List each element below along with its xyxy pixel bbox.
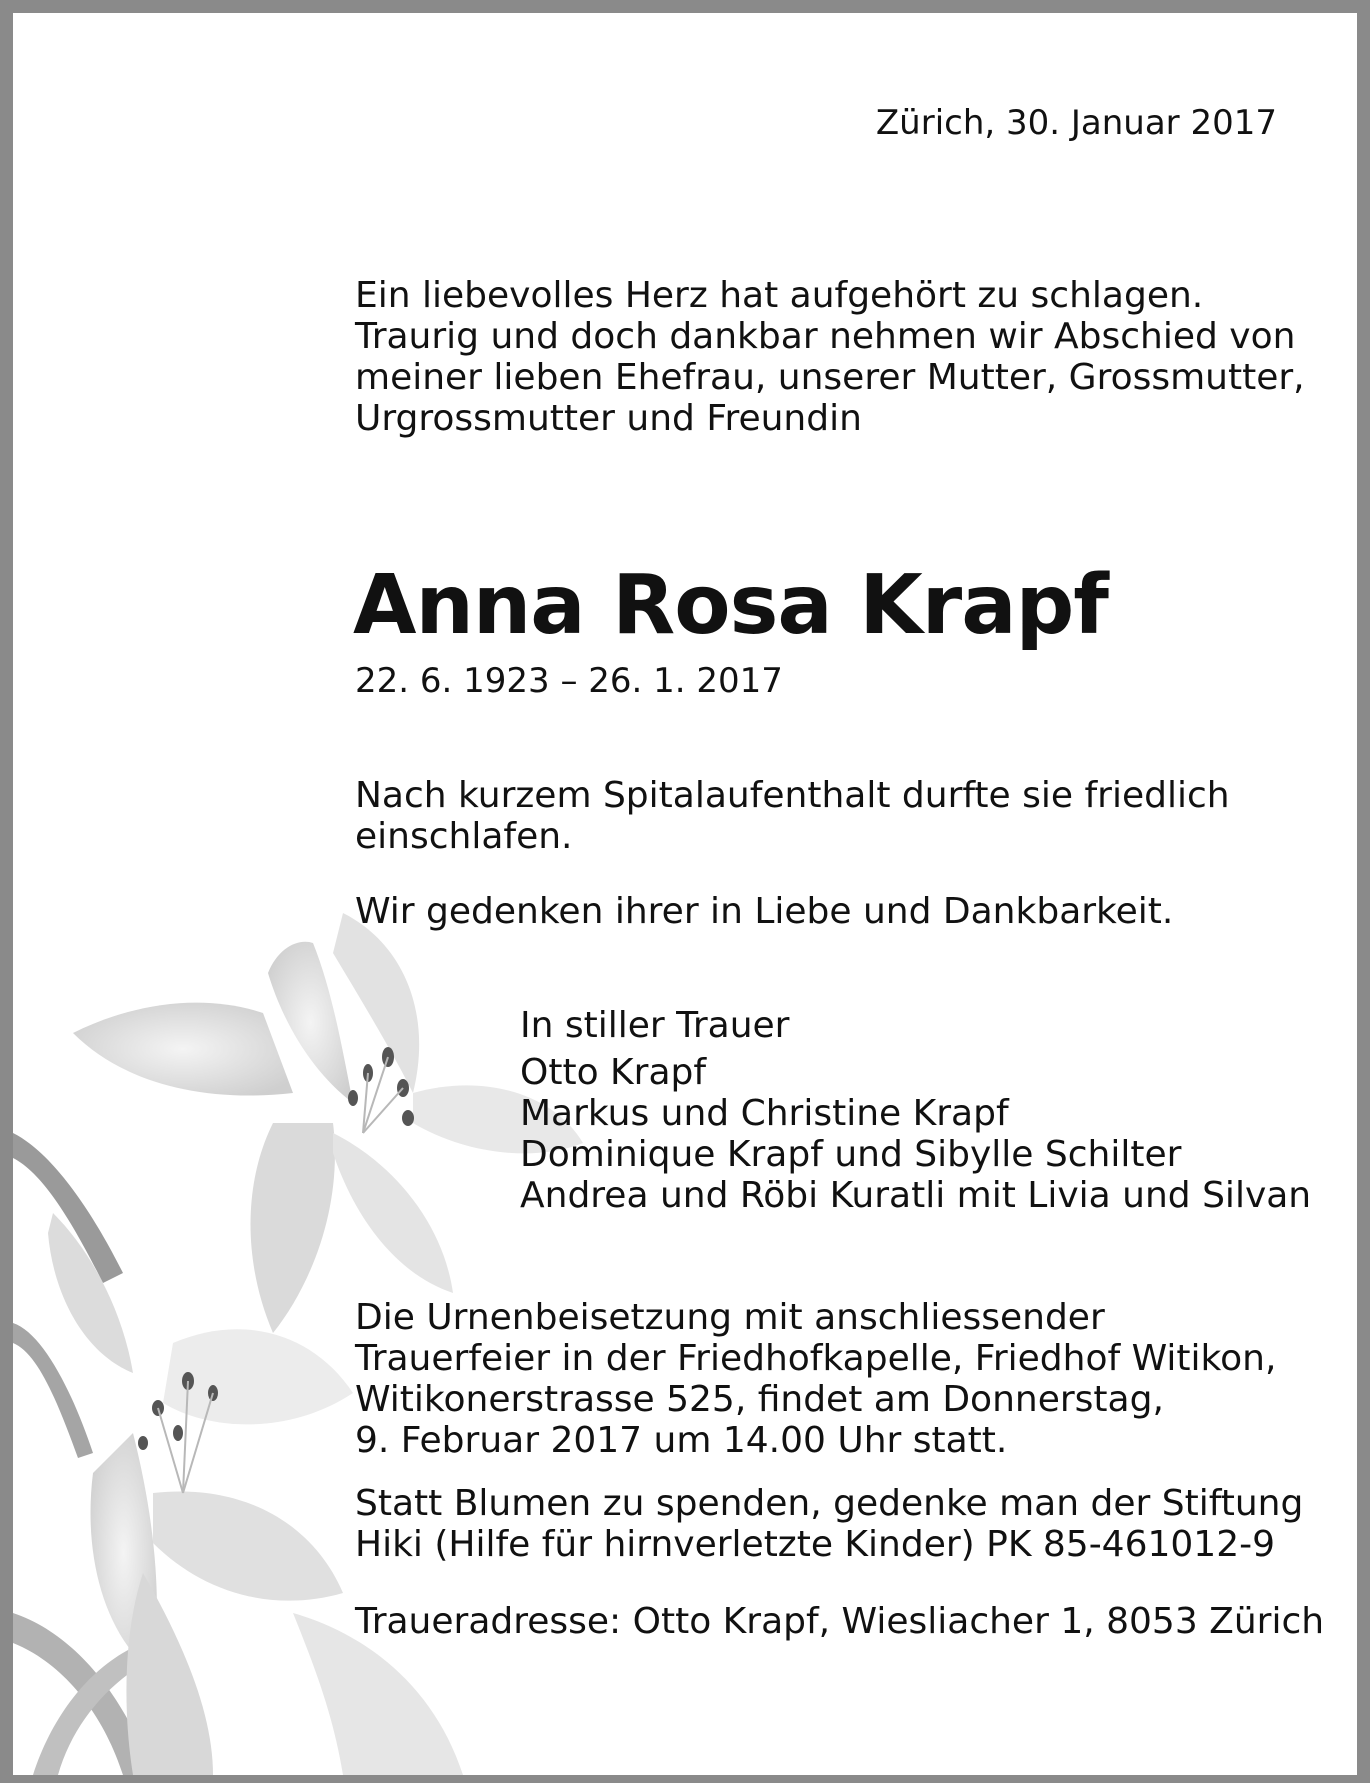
mourner-name: Markus und Christine Krapf [520,1093,1009,1134]
obituary-page [13,13,1357,1775]
ceremony-line: Witikonerstrasse 525, findet am Donnerstag, [355,1379,1164,1420]
mourner-name: Dominique Krapf und Sibylle Schilter [520,1134,1182,1175]
mourners-block [520,1005,1311,1216]
donation-line: Statt Blumen zu spenden, gedenke man der Stiftung [355,1483,1304,1524]
lifespan-dates: 22. 6. 1923 – 26. 1. 2017 [355,661,783,701]
ceremony-line: Die Urnenbeisetzung mit anschliessender [355,1297,1105,1338]
ceremony-line: 9. Februar 2017 um 14.00 Uhr statt. [355,1420,1008,1461]
place-date: Zürich, 30. Januar 2017 [875,103,1277,143]
passing-paragraph [355,775,1230,857]
remembrance-text: Wir gedenken ihrer in Liebe und Dankbarkeit. [355,891,1174,932]
deceased-name: Anna Rosa Krapf [353,558,1108,653]
intro-line: Traurig und doch dankbar nehmen wir Abschied von [355,316,1296,357]
ceremony-line: Trauerfeier in der Friedhofkapelle, Friedhof Witikon, [355,1338,1277,1379]
passing-line: Nach kurzem Spitalaufenthalt durfte sie friedlich [355,775,1230,816]
donation-line: Hiki (Hilfe für hirnverletzte Kinder) PK 85-461012-9 [355,1524,1276,1565]
passing-line: einschlafen. [355,816,573,857]
mourner-name: Otto Krapf [520,1052,707,1093]
intro-line: meiner lieben Ehefrau, unserer Mutter, Grossmutter, [355,357,1305,398]
ceremony-paragraph [355,1297,1276,1461]
mourner-name: Andrea und Röbi Kuratli mit Livia und Silvan [520,1175,1312,1216]
mourning-address: Traueradresse: Otto Krapf, Wiesliacher 1, 8053 Zürich [355,1601,1325,1642]
donation-paragraph [355,1483,1303,1565]
mourners-heading: In stiller Trauer [520,1005,790,1046]
intro-paragraph [355,275,1305,439]
intro-line: Urgrossmutter und Freundin [355,398,862,439]
intro-line: Ein liebevolles Herz hat aufgehört zu schlagen. [355,275,1204,316]
